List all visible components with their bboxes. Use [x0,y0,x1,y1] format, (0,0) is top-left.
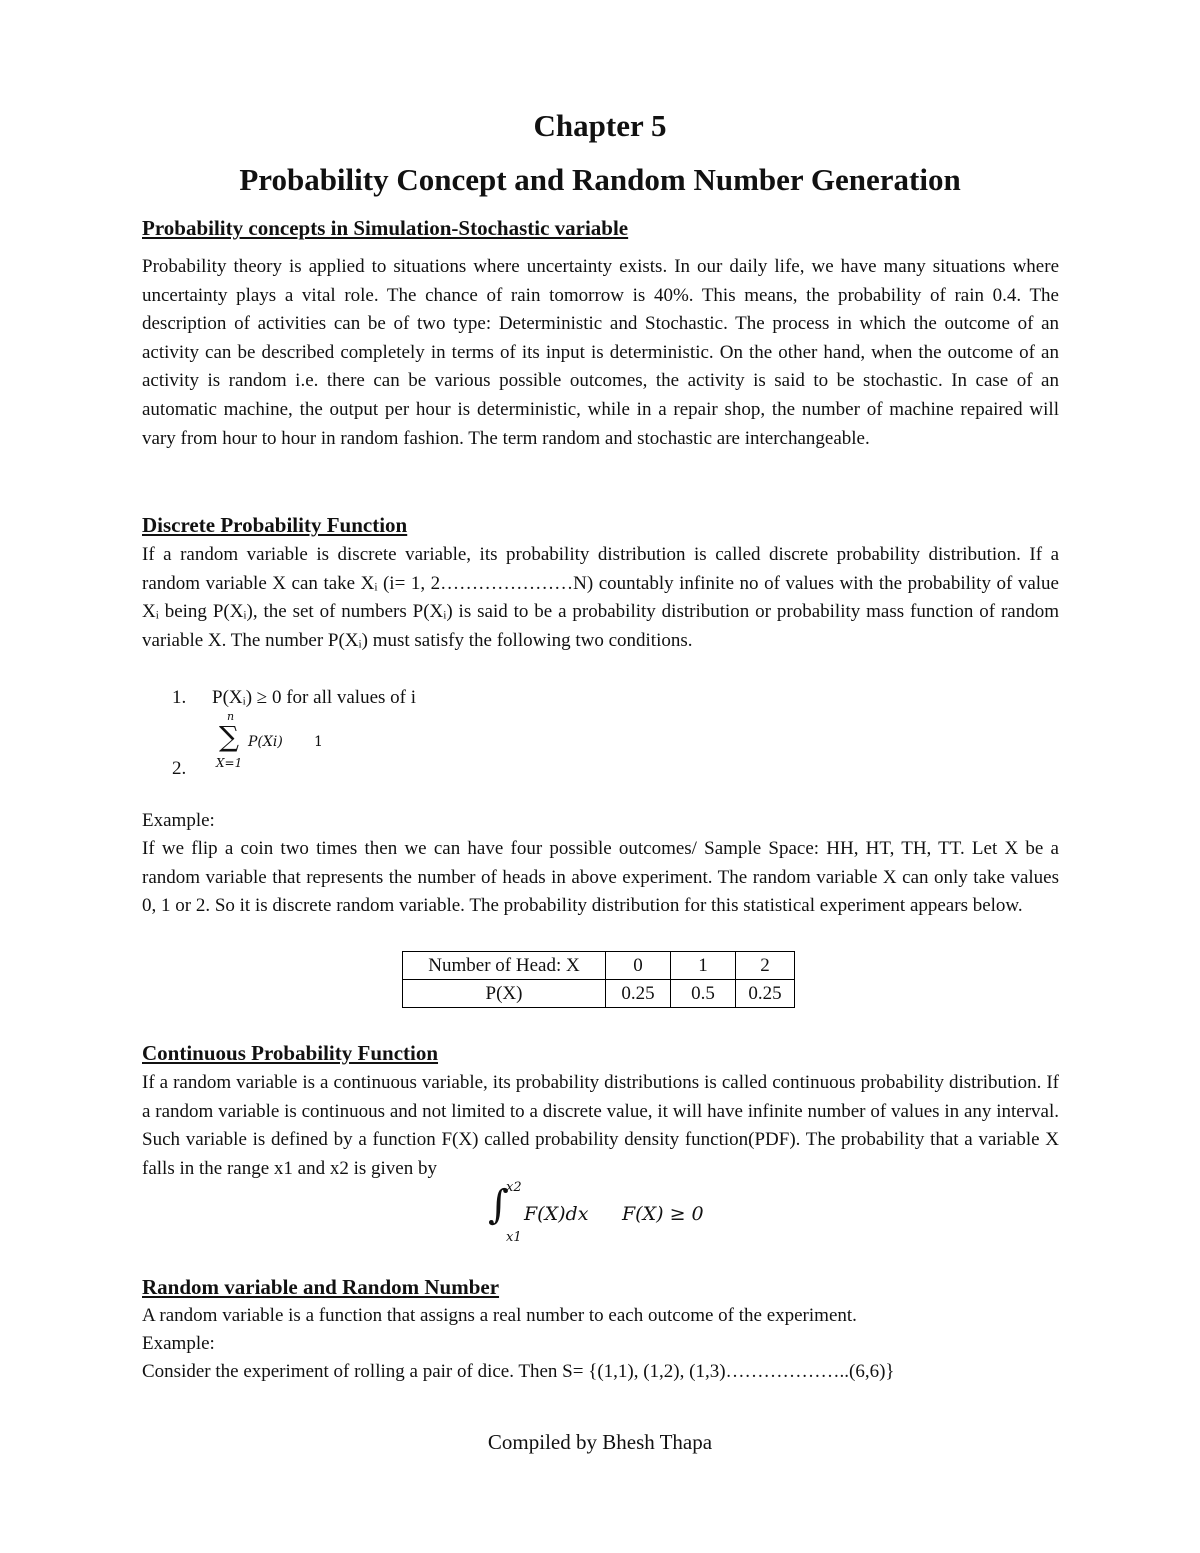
section-paragraph-continuous: If a random variable is a continuous variable, its probability distributions is called continuous probability distribution. If a random variable is continuous and not limited to a discrete value, it will have infinite number of values in any interval. Such variable is defined by a function F(X) called probability density function(PDF). The probability that a variable X falls in the range x1 and x2 is given by [142,1072,1059,1179]
table-cell: 0.25 [736,980,795,1008]
random-variable-example-label: Example: [142,1333,215,1354]
random-variable-example-text: Consider the experiment of rolling a pair of dice. Then S= {(1,1), (1,2), (1,3)………………..(6,6)} [142,1361,895,1382]
summation-sigma: ∑ [219,720,239,753]
chapter-number: Chapter 5 [533,108,667,143]
table-cell: P(X) [403,980,606,1008]
section-heading-random-variable: Random variable and Random Number [142,1275,500,1299]
summation-upper-limit: n [227,710,235,723]
section-heading-probability-concepts: Probability concepts in Simulation-Stochastic variable [142,216,629,240]
condition-1-number: 1. [172,687,187,708]
random-variable-definition: A random variable is a function that assigns a real number to each outcome of the experiment. [142,1305,857,1326]
table-cell: 0.25 [606,980,671,1008]
summation-result: 1 [314,734,323,750]
table-cell: 0.5 [671,980,736,1008]
table-row [403,952,795,980]
section-heading-discrete: Discrete Probability Function [142,513,408,537]
condition-2-number: 2. [172,758,187,779]
integral-sign: ∫ [488,1182,509,1228]
table-cell: 0 [606,952,671,980]
condition-1-text: P(Xᵢ) ≥ 0 for all values of i [212,687,417,708]
integral-condition: F(X) ≥ 0 [622,1203,704,1225]
example-label: Example: [142,810,215,831]
table-cell: 2 [736,952,795,980]
section-heading-continuous: Continuous Probability Function [142,1041,439,1065]
integral-formula [488,1180,728,1248]
chapter-title: Probability Concept and Random Number Generation [239,162,961,197]
section-paragraph-discrete: If a random variable is discrete variable, its probability distribution is called discrete probability distribution. If a random variable X can take Xᵢ (i= 1, 2…………………N) countably infinite no of values with the probability of value Xᵢ being P(Xᵢ), the set of numbers P(Xᵢ) is said to be a probability distribution or probability mass function of random variable X. The number P(Xᵢ) must satisfy the following two conditions. [142,544,1059,651]
summation-term: P(Xi) [248,734,283,750]
example-text: If we flip a coin two times then we can have four possible outcomes/ Sample Space: HH, HT, TH, TT. Let X be a random variable that represents the number of heads in above experiment. The random variable X can only take values 0, 1 or 2. So it is discrete random variable. The probability distribution for this statistical experiment appears below. [142,838,1059,917]
page-footer: Compiled by Bhesh Thapa [487,1430,713,1454]
section-paragraph-probability-concepts: Probability theory is applied to situations where uncertainty exists. In our daily life, we have many situations where uncertainty plays a vital role. The chance of rain tomorrow is 40%. This means, the probability of rain 0.4. The description of activities can be of two type: Deterministic and Stochastic. The process in which the outcome of an activity can be described completely in terms of its input is deterministic. On the other hand, when the outcome of an activity is random i.e. there can be various possible outcomes, the activity is said to be stochastic. In case of an automatic machine, the output per hour is deterministic, while in a repair shop, the number of machine repaired will vary from hour to hour in random fashion. The term random and stochastic are interchangeable. [142,256,1059,449]
integral-integrand: F(X)dx [524,1203,589,1225]
table-cell: Number of Head: X [403,952,606,980]
table-row [403,980,795,1008]
summation-lower-limit: X=1 [216,756,243,770]
summation-formula [216,710,336,778]
table-cell: 1 [671,952,736,980]
integral-upper-limit: x2 [506,1180,522,1195]
integral-lower-limit: x1 [506,1230,522,1245]
probability-distribution-table [402,951,795,1008]
